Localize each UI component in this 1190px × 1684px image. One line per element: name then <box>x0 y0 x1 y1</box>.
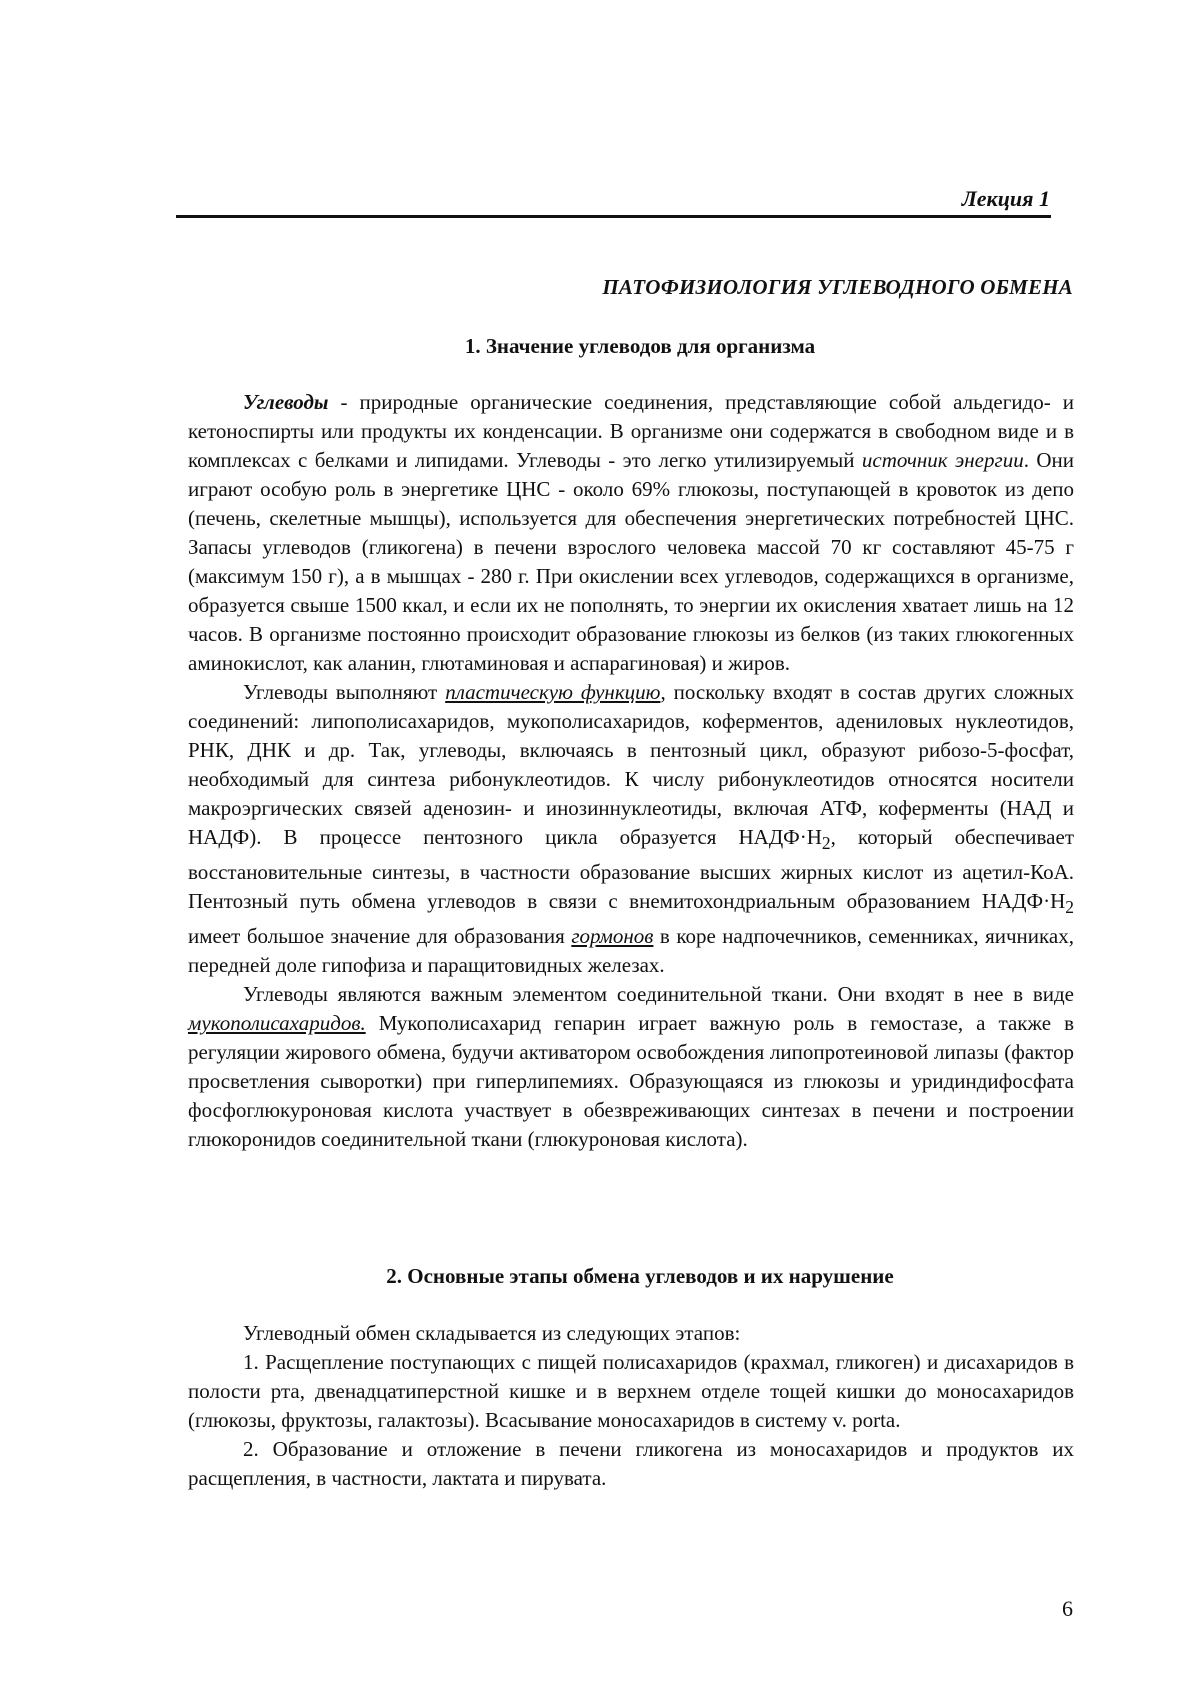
page-number: 6 <box>1062 1596 1073 1621</box>
text: Углеводы являются важным элементом соединительной ткани. Они входят в нее в виде <box>243 982 1074 1007</box>
section1-body <box>188 388 1074 1154</box>
subscript: 2 <box>821 833 831 854</box>
section1-paragraph-3 <box>188 980 1074 1154</box>
term-carbohydrates: Углеводы <box>243 390 329 414</box>
text: , поскольку входят в состав других сложных соединений: липополисахаридов, мукополисахаридов, коферментов, адениловых нуклеотидов, РНК, ДНК и др. Так, углеводы, включаясь в пентозный цикл, образуют рибозо-5-фосфат, необходимый для синтеза рибонуклеотидов. К числу рибонуклеотидов относятся носители макроэргических связей аденозин- и инозиннуклеотиды, включая АТФ, коферменты (НАД и НАДФ). В процессе пентозного цикла образуется НАДФ·Н <box>188 680 1074 849</box>
link-mucopolysaccharides[interactable]: мукополисахаридов. <box>188 1011 366 1036</box>
text: имеет большое значение для образования <box>188 924 572 949</box>
section2-item-2: 2. Образование и отложение в печени гликогена из моносахаридов и продуктов их расщепления, в частности, лактата и пирувата. <box>188 1437 1074 1490</box>
text: Углеводы выполняют <box>243 680 446 704</box>
section1-paragraph-2 <box>188 678 1074 980</box>
lecture-label: Лекция 1 <box>961 186 1050 211</box>
section2-intro: Углеводный обмен складывается из следующих этапов: <box>243 1321 741 1345</box>
subscript: 2 <box>1065 897 1074 918</box>
text: . Они играют особую роль в энергетике ЦНС - около 69% глюкозы, поступающей в кровоток из депо (печень, скелетные мышцы), используется для обеспечения энергетических потребностей ЦНС. Запасы углеводов (гликогена) в печени взрослого человека массой 70 кг составляют 45-75 г (максимум 150 г), а в мышцах - 280 г. При окислении всех углеводов, содержащихся в организме, образуется свыше 1500 ккал, и если их не пополнять, то энергии их окисления хватает лишь на 12 часов. В организме постоянно происходит образование глюкозы из белков (из таких глюкогенных аминокислот, как аланин, глютаминовая и аспарагиновая) и жиров. <box>188 448 1074 675</box>
section1-paragraph-1 <box>188 388 1074 678</box>
section2-heading: 2. Основные этапы обмена углеводов и их нарушение <box>386 1264 894 1288</box>
text: , который обеспечивает восстановительные синтезы, в частности образование высших жирных кислот из ацетил-КоА. Пентозный путь обмена углеводов в связи с внемитохондриальным образованием НАДФ·Н <box>188 825 1074 914</box>
header-rule <box>176 215 1051 218</box>
text: в коре надпочечников, семенниках, яичниках, передней доле гипофиза и паращитовидных железах. <box>188 924 1074 978</box>
text: Мукополисахарид гепарин играет важную роль в гемостазе, а также в регуляции жирового обмена, будучи активатором освобождения липопротеиновой липазы (фактор просветления сыворотки) при гиперлипемиях. Образующаяся из глюкозы и уридиндифосфата фосфоглюкуроновая кислота участвует в обезвреживающих синтезах в печени и построении глюкоронидов соединительной ткани (глюкуроновая кислота). <box>188 1011 1074 1152</box>
text: - природные органические соединения, представляющие собой альдегидо- и кетоноспирты или продукты их конденсации. В организме они содержатся в свободном виде и в комплексах с белками и липидами. Углеводы - это легко утилизируемый <box>188 390 1074 472</box>
section1-heading: 1. Значение углеводов для организма <box>464 334 816 358</box>
section2-item-1: 1. Расщепление поступающих с пищей полисахаридов (крахмал, гликоген) и дисахаридов в полости рта, двенадцатиперстной кишке и в верхнем отделе тощей кишки до моносахаридов (глюкозы, фруктозы, галактозы). Всасывание моносахаридов в систему v. porta. <box>188 1350 1074 1432</box>
link-plastic-function[interactable]: пластическую функцию <box>445 680 661 704</box>
page-title: ПАТОФИЗИОЛОГИЯ УГЛЕВОДНОГО ОБМЕНА <box>602 275 1073 299</box>
emphasis-energy-source: источник энергии <box>861 448 1024 472</box>
section2-body <box>188 1319 1074 1493</box>
link-hormones[interactable]: гормонов <box>571 924 654 949</box>
